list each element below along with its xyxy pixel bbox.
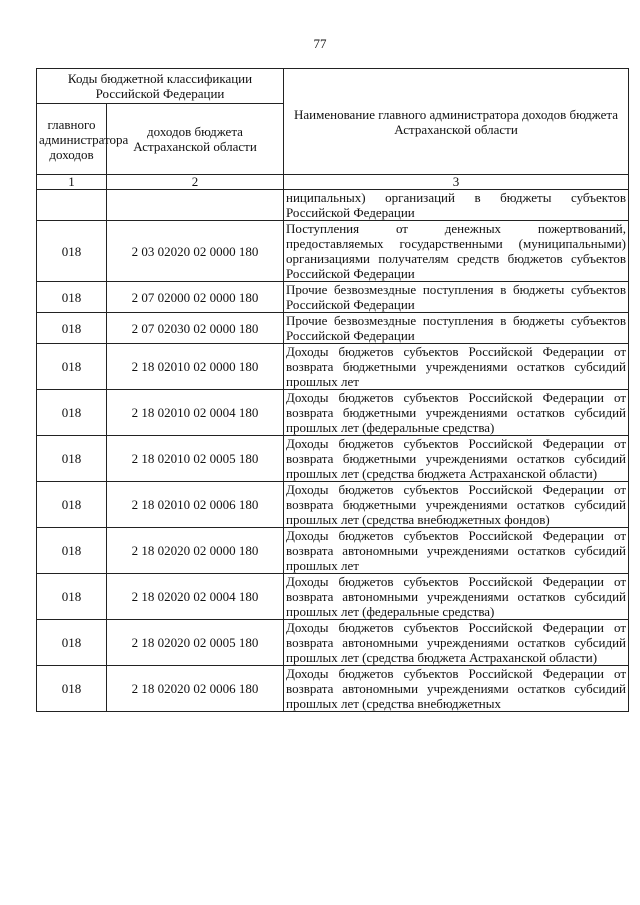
table-row: [37, 482, 629, 528]
income-code-cell: 2 07 02000 02 0000 180: [107, 282, 284, 313]
column-number: 2: [107, 175, 284, 190]
income-name-cell: Доходы бюджетов субъектов Российской Федерации от возврата автономными учреждениями остатков субсидий прошлых лет (средства бюджета Астраханской области): [284, 620, 629, 666]
admin-code-cell: 018: [37, 620, 107, 666]
table-row: [37, 221, 629, 282]
income-code-header: доходов бюджета Астраханской области: [107, 104, 284, 175]
income-name-cell: Доходы бюджетов субъектов Российской Федерации от возврата автономными учреждениями остатков субсидий прошлых лет (федеральные средства): [284, 574, 629, 620]
admin-code-cell: 018: [37, 574, 107, 620]
admin-code-cell: 018: [37, 528, 107, 574]
income-name-cell: Доходы бюджетов субъектов Российской Федерации от возврата автономными учреждениями остатков субсидий прошлых лет (средства внебюджетных: [284, 666, 629, 712]
income-name-cell: Доходы бюджетов субъектов Российской Федерации от возврата бюджетными учреждениями остатков субсидий прошлых лет (федеральные средства): [284, 390, 629, 436]
income-name-cell: Доходы бюджетов субъектов Российской Федерации от возврата бюджетными учреждениями остатков субсидий прошлых лет: [284, 344, 629, 390]
income-code-cell: 2 07 02030 02 0000 180: [107, 313, 284, 344]
income-code-cell: 2 18 02020 02 0000 180: [107, 528, 284, 574]
admin-code-cell: 018: [37, 221, 107, 282]
table-row: [37, 574, 629, 620]
table-row: [37, 390, 629, 436]
table-row: [37, 344, 629, 390]
income-code-cell: 2 18 02020 02 0004 180: [107, 574, 284, 620]
income-code-cell: 2 18 02010 02 0000 180: [107, 344, 284, 390]
income-name-cell: Доходы бюджетов субъектов Российской Федерации от возврата бюджетными учреждениями остатков субсидий прошлых лет (средства внебюджетных фондов): [284, 482, 629, 528]
income-code-cell: [107, 190, 284, 221]
income-name-cell: Доходы бюджетов субъектов Российской Федерации от возврата бюджетными учреждениями остатков субсидий прошлых лет (средства бюджета Астраханской области): [284, 436, 629, 482]
admin-code-cell: 018: [37, 666, 107, 712]
table-row: [37, 528, 629, 574]
table-row: [37, 620, 629, 666]
admin-code-header: главного администратора доходов: [37, 104, 107, 175]
income-name-cell: Прочие безвозмездные поступления в бюджеты субъектов Российской Федерации: [284, 282, 629, 313]
budget-classification-table: [36, 68, 629, 712]
admin-code-cell: 018: [37, 436, 107, 482]
table-row: [37, 282, 629, 313]
income-name-cell: Доходы бюджетов субъектов Российской Федерации от возврата автономными учреждениями остатков субсидий прошлых лет: [284, 528, 629, 574]
income-name-cell: Поступления от денежных пожертвований, предоставляемых государственными (муниципальными) организациями получателям средств бюджетов субъектов Российской Федерации: [284, 221, 629, 282]
income-code-cell: 2 18 02020 02 0006 180: [107, 666, 284, 712]
admin-code-cell: 018: [37, 482, 107, 528]
admin-code-cell: 018: [37, 344, 107, 390]
admin-code-cell: 018: [37, 313, 107, 344]
income-code-cell: 2 18 02010 02 0006 180: [107, 482, 284, 528]
admin-code-cell: [37, 190, 107, 221]
income-name-cell: Прочие безвозмездные поступления в бюджеты субъектов Российской Федерации: [284, 313, 629, 344]
admin-code-cell: 018: [37, 282, 107, 313]
income-code-cell: 2 18 02010 02 0004 180: [107, 390, 284, 436]
income-code-cell: 2 18 02010 02 0005 180: [107, 436, 284, 482]
income-name-cell: ниципальных) организаций в бюджеты субъектов Российской Федерации: [284, 190, 629, 221]
income-code-cell: 2 18 02020 02 0005 180: [107, 620, 284, 666]
table-row: [37, 436, 629, 482]
admin-code-cell: 018: [37, 390, 107, 436]
administrator-name-header: Наименование главного администратора доходов бюджета Астраханской области: [284, 69, 629, 175]
income-code-cell: 2 03 02020 02 0000 180: [107, 221, 284, 282]
column-number: 3: [284, 175, 629, 190]
table-body: [37, 190, 629, 712]
page-number: 77: [313, 36, 327, 51]
table-row: [37, 666, 629, 712]
codes-group-header: Коды бюджетной классификации Российской Федерации: [37, 69, 284, 104]
column-number: 1: [37, 175, 107, 190]
table-row: [37, 190, 629, 221]
table-row: [37, 313, 629, 344]
